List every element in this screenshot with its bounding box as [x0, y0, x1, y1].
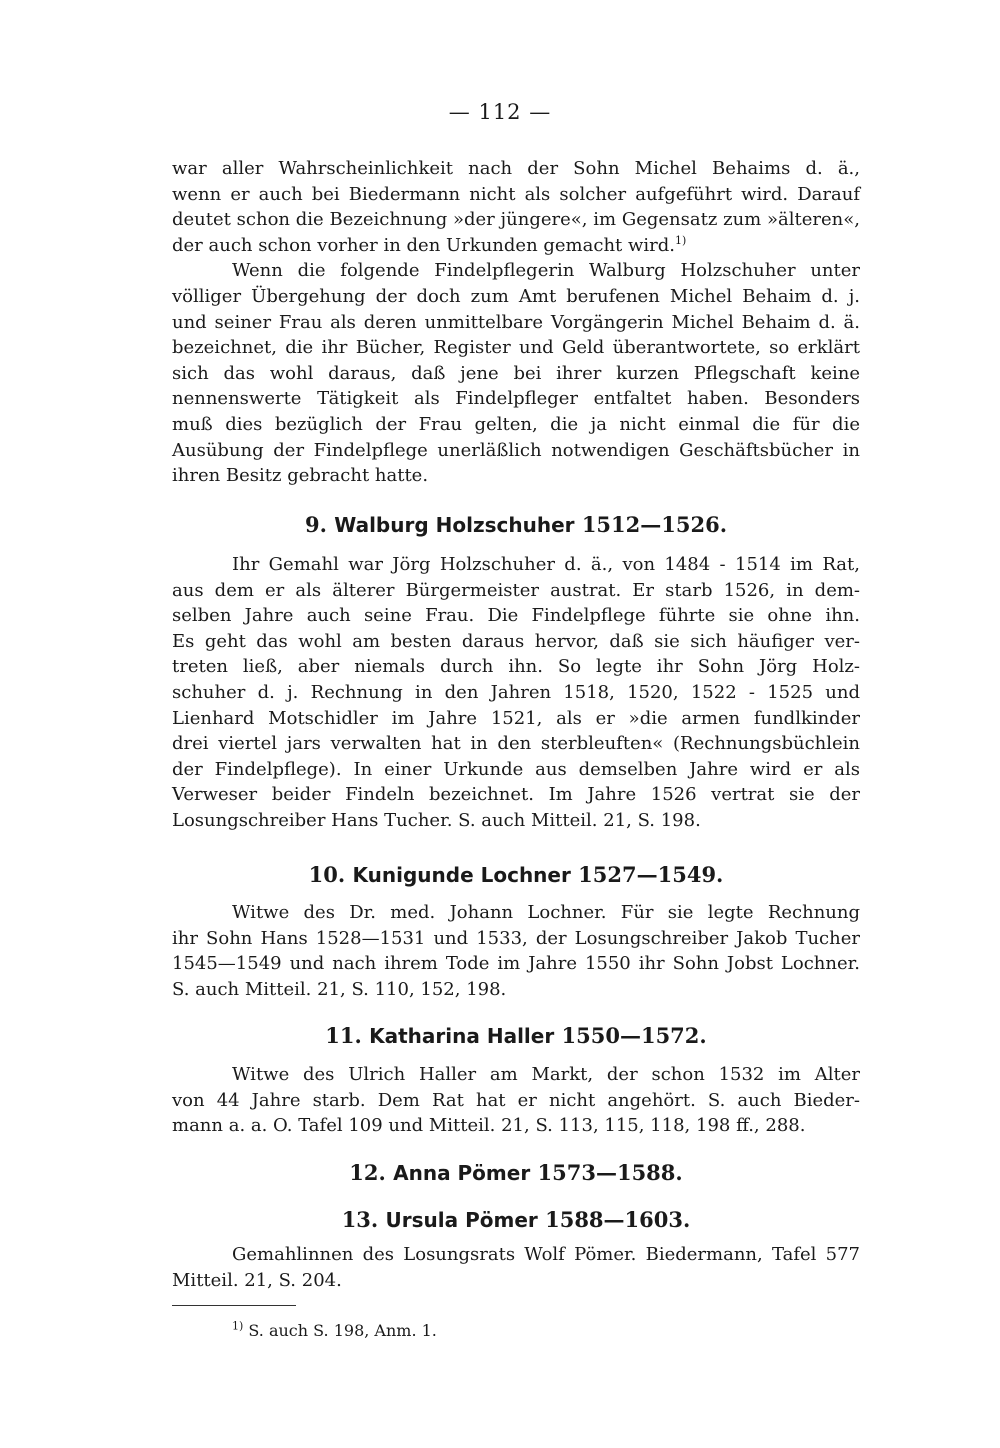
- section-name: Walburg Holzschuher: [334, 513, 575, 537]
- text-line: Lienhard Motschidler im Jahre 1521, als er »die armen fundlkinder: [172, 707, 860, 729]
- text-line: nennenswerte Tätigkeit als Findelpfleger entfaltet haben. Besonders: [172, 388, 860, 410]
- text-line: war aller Wahrscheinlichkeit nach der Sohn Michel Behaims d. ä.,: [172, 158, 860, 179]
- section-heading: [172, 862, 860, 887]
- section-body: [172, 1062, 860, 1139]
- section-years: 1588—1603.: [545, 1207, 691, 1232]
- text-line: wenn er auch bei Biedermann nicht als solcher aufgeführt wird. Darauf: [172, 183, 860, 205]
- section-name: Ursula Pömer: [385, 1208, 538, 1232]
- text-line: der Findelpflege). In einer Urkunde aus demselben Jahre wird er als: [172, 758, 860, 780]
- text-line: und seiner Frau als deren unmittelbare Vorgängerin Michel Behaim d. ä.: [172, 311, 860, 333]
- text-line: Witwe des Ulrich Haller am Markt, der schon 1532 im Alter: [232, 1064, 860, 1085]
- section-heading: [172, 512, 860, 537]
- section-heading: [172, 1207, 860, 1232]
- section-heading: [172, 1160, 860, 1185]
- text-line: Losungschreiber Hans Tucher. S. auch Mitteil. 21, S. 198.: [172, 809, 701, 831]
- text-line: Wenn die folgende Findelpflegerin Walburg Holzschuher unter: [232, 260, 860, 282]
- section-number: 10.: [308, 862, 346, 887]
- intro-text: [172, 156, 860, 489]
- text-line-content: der auch schon vorher in den Urkunden gemacht wird.: [172, 234, 675, 256]
- text-line: aus dem er als älterer Bürgermeister austrat. Er starb 1526, in dem-: [172, 579, 860, 601]
- text-line: [172, 233, 860, 259]
- section-name: Katharina Haller: [369, 1024, 555, 1048]
- text-line: völliger Übergehung der doch zum Amt berufenen Michel Behaim d. j.: [172, 285, 860, 307]
- text-line: ihren Besitz gebracht hatte.: [172, 465, 429, 487]
- text-line: 1545—1549 und nach ihrem Tode im Jahre 1550 ihr Sohn Jobst Lochner.: [172, 953, 860, 975]
- text-line: S. auch Mitteil. 21, S. 110, 152, 198.: [172, 978, 507, 1000]
- text-line: selben Jahre auch seine Frau. Die Findelpflege führte sie ohne ihn.: [172, 605, 860, 627]
- text-line: deutet schon die Bezeichnung »der jüngere«, im Gegensatz zum »älteren«,: [172, 209, 860, 231]
- section-heading: [172, 1023, 860, 1048]
- footnote-rule: [172, 1305, 296, 1306]
- text-line: von 44 Jahre starb. Dem Rat hat er nicht angehört. S. auch Bieder-: [172, 1089, 860, 1111]
- section-body: [172, 552, 860, 834]
- text-line: schuher d. j. Rechnung in den Jahren 1518, 1520, 1522 - 1525 und: [172, 681, 860, 703]
- text-line: Es geht das wohl am besten daraus hervor, daß sie sich häufiger ver-: [172, 630, 860, 652]
- footnote: [232, 1321, 437, 1340]
- text-line: Witwe des Dr. med. Johann Lochner. Für sie legte Rechnung: [232, 902, 860, 923]
- section-body: [172, 900, 860, 1002]
- footnote-reference: 1): [675, 233, 687, 247]
- footnote-marker: 1): [232, 1319, 244, 1333]
- section-years: 1573—1588.: [537, 1160, 683, 1185]
- section-years: 1550—1572.: [561, 1023, 707, 1048]
- section-years: 1527—1549.: [578, 862, 724, 887]
- text-line: muß dies bezüglich der Frau gelten, die ja nicht einmal die für die: [172, 413, 860, 435]
- text-line: mann a. a. O. Tafel 109 und Mitteil. 21, S. 113, 115, 118, 198 ff., 288.: [172, 1115, 806, 1137]
- section-years: 1512—1526.: [581, 512, 728, 537]
- section-number: 13.: [341, 1207, 379, 1232]
- page-number: — 112 —: [448, 100, 552, 124]
- section-number: 9.: [304, 512, 327, 537]
- text-line: Gemahlinnen des Losungsrats Wolf Pömer. Biedermann, Tafel 577: [232, 1244, 860, 1265]
- section-body: [172, 1242, 860, 1293]
- footnote-text: S. auch S. 198, Anm. 1.: [248, 1321, 437, 1340]
- section-number: 12.: [349, 1160, 386, 1185]
- text-line: sich das wohl daraus, daß jene bei ihrer kurzen Pflegschaft keine: [172, 362, 860, 384]
- text-line: drei viertel jars verwalten hat in den sterbleuften« (Rechnungsbüchlein: [172, 733, 860, 755]
- text-line: ihr Sohn Hans 1528—1531 und 1533, der Losungschreiber Jakob Tucher: [172, 927, 860, 949]
- text-line: bezeichnet, die ihr Bücher, Register und Geld überantwortete, so erklärt: [172, 337, 860, 359]
- text-line: treten ließ, aber niemals durch ihn. So legte ihr Sohn Jörg Holz-: [172, 656, 860, 678]
- section-number: 11.: [325, 1023, 362, 1048]
- text-line: Mitteil. 21, S. 204.: [172, 1269, 342, 1291]
- text-line: Verweser beider Findeln bezeichnet. Im Jahre 1526 vertrat sie der: [172, 784, 860, 806]
- section-name: Anna Pömer: [393, 1161, 531, 1185]
- text-line: Ihr Gemahl war Jörg Holzschuher d. ä., von 1484 - 1514 im Rat,: [232, 554, 860, 575]
- section-name: Kunigunde Lochner: [352, 863, 571, 887]
- text-line: Ausübung der Findelpflege unerläßlich notwendigen Geschäftsbücher in: [172, 439, 860, 461]
